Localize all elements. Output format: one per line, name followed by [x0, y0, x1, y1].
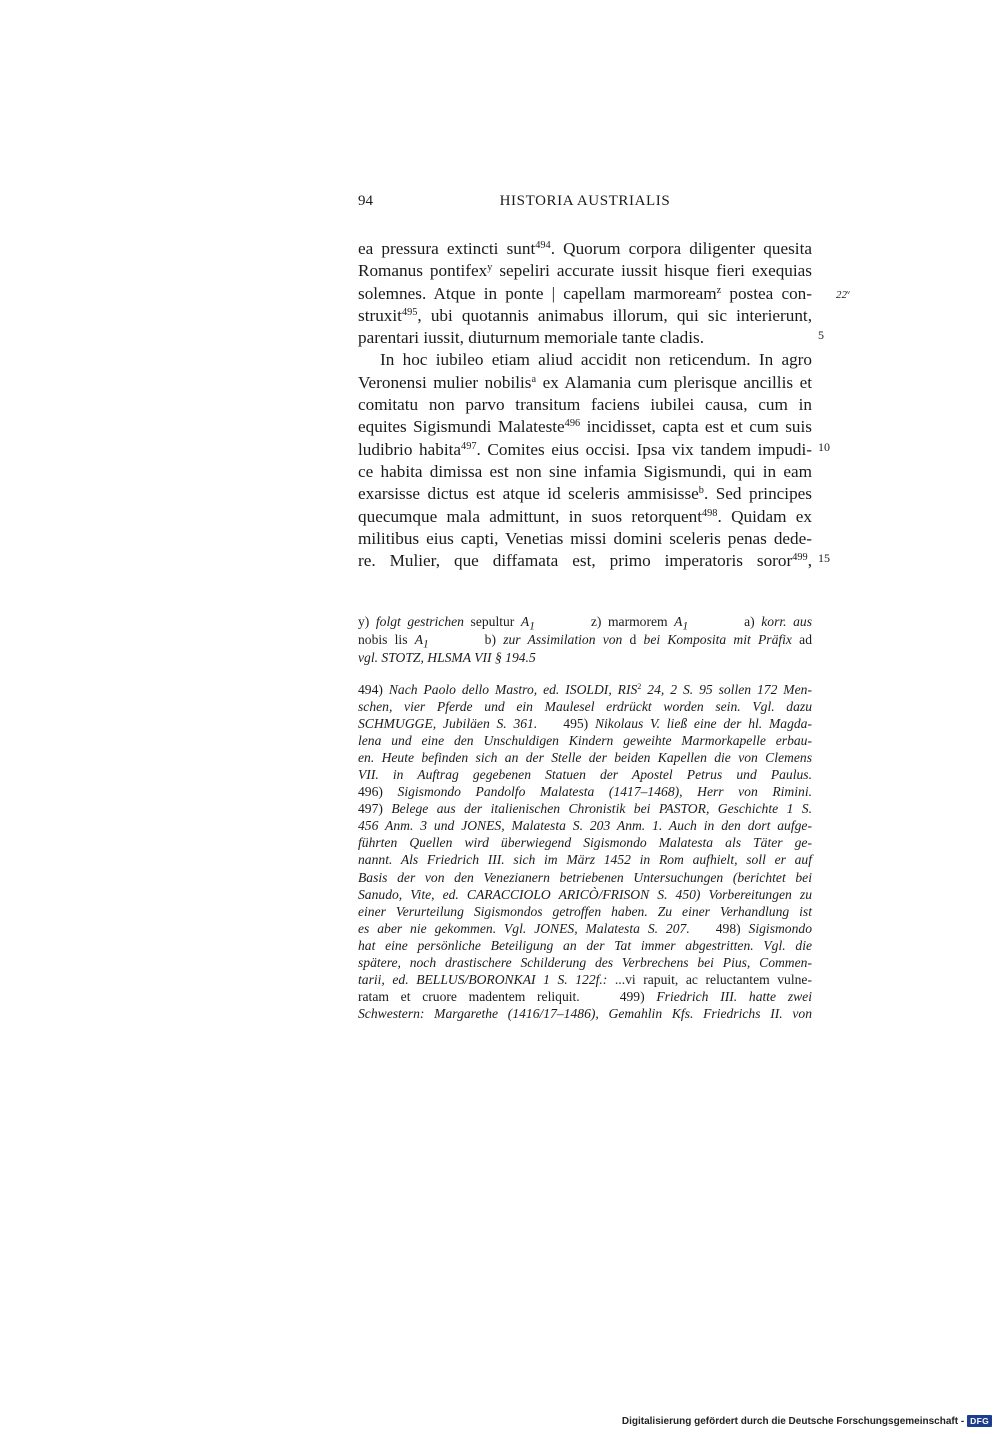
running-title: HISTORIA AUSTRIALIS [499, 193, 671, 209]
footnote-line: führten Quellen wird überwiegend Sigismondo Malatesta als Täter ge- [358, 835, 812, 851]
text-line: Romanus pontifex$^y$ sepeliri accurate iussit hisque fieri exequias [358, 261, 812, 281]
text-line: comitatu non parvo transitum faciens iubilei causa, cum in [358, 395, 812, 415]
footnote-line: 497) Belege aus der italienischen Chronistik bei PASTOR, Geschichte 1 S. [358, 801, 812, 817]
footnote-line: tarii, ed. BELLUS/BORONKAI 1 S. 122f.: ...vi rapuit, ac reluctantem vulne- [358, 971, 812, 987]
footnote-line: 496) Sigismondo Pandolfo Malatesta (1417–1468), Herr von Rimini. [358, 784, 812, 800]
footnote-line: 456 Anm. 3 und JONES, Malatesta S. 203 Anm. 1. Auch in den dort aufge- [358, 818, 812, 834]
critical-apparatus [358, 613, 812, 667]
footnote-line: ratam et cruore madentem reliquit. 499) Friedrich III. hatte zwei [358, 988, 812, 1004]
digitization-credit [622, 1415, 992, 1427]
footnote-line: einer Verurteilung Sigismondos getroffen haben. Zu einer Verhandlung ist [358, 903, 812, 919]
credit-text: Digitalisierung gefördert durch die Deutsche Forschungsgemeinschaft - [621, 1415, 965, 1427]
footnote-line: lena und eine den Unschuldigen Kindern geweihte Marmorkapelle erbau- [358, 733, 812, 749]
footnote-line: schen, vier Pferde und ein Maulesel erdrückt worden sein. Vgl. dazu [358, 699, 812, 715]
footnote-line: es aber nie gekommen. Vgl. JONES, Malatesta S. 207. 498) Sigismondo [358, 920, 812, 936]
footnote-line: Basis der von den Venezianern betriebenen Untersuchungen (berichtet bei [358, 869, 812, 885]
footnote-line: nannt. Als Friedrich III. sich im März 1452 in Rom aufhielt, soll er auf [358, 852, 812, 868]
footnotes [358, 681, 812, 1022]
text-line: In hoc iubileo etiam aliud accidit non reticendum. In agro [380, 350, 812, 370]
footnote-line: 494) Nach Paolo dello Mastro, ed. ISOLDI, RIS$^2$ 24, 2 S. 95 sollen 172 Men- [358, 682, 812, 697]
text-line: ea pressura extincti sunt$^{494}$. Quorum corpora diligenter quesita [358, 239, 812, 258]
text-line: struxit$^{495}$, ubi quotannis animabus illorum, qui sic interierunt, [358, 305, 812, 325]
footnote-line: hat eine persönliche Beteiligung an der Tat immer abgestritten. Vgl. die [358, 937, 812, 953]
line-number-5: 5 [818, 328, 824, 342]
text-line: equites Sigismundi Malateste$^{496}$ incidisset, capta est et cum suis [358, 417, 812, 437]
footnote-line: Schwestern: Margarethe (1416/17–1486), Gemahlin Kfs. Friedrichs II. von [358, 1005, 812, 1021]
text-line: parentari iussit, diuturnum memoriale tante cladis. [358, 328, 705, 348]
footnote-line: en. Heute befinden sich an der Stelle der beiden Kapellen die von Clemens [358, 750, 812, 766]
apparatus-line: nobis lis $A_1$ b) zur Assimilation von d bei Komposita mit Präfix ad [358, 632, 812, 651]
footnote-line: SCHMUGGE, Jubiläen S. 361. 495) Nikolaus V. ließ eine der hl. Magda- [358, 716, 812, 732]
text-line: quecumque mala admittunt, in suos retorquent$^{498}$. Quidam ex [358, 506, 812, 526]
line-number-10: 10 [818, 440, 830, 454]
main-text [358, 238, 812, 572]
dfg-logo: DFG [967, 1415, 992, 1427]
text-line: re. Mulier, que diffamata est, primo imperatoris soror$^{499}$, [358, 551, 812, 571]
footnote-line: VII. in Auftrag gegebenen Statuen der Apostel Petrus und Paulus. [358, 767, 812, 783]
footnote-line: Sanudo, Vite, ed. CARACCIOLO ARICÒ/FRISON S. 450) Vorbereitungen zu [358, 886, 812, 902]
text-line: exarsisse dictus est atque id sceleris ammisisse$^b$. Sed principes [358, 484, 812, 504]
text-line: Veronensi mulier nobilis$^a$ ex Alamania cum plerisque ancillis et [358, 372, 812, 392]
line-number-15: 15 [818, 551, 830, 565]
text-line: ludibrio habita$^{497}$. Comites eius occisi. Ipsa vix tandem impudi- [358, 439, 812, 459]
apparatus-line: y) folgt gestrichen sepultur $A_1$ z) marmorem $A_1$ a) korr. aus [358, 614, 812, 633]
footnote-line: spätere, noch drastischere Schilderung des Verbrechens bei Pius, Commen- [358, 954, 812, 970]
text-line: militibus eius capti, Venetias missi domini sceleris penas dede- [358, 528, 812, 548]
folio-marker: 22$^v$ [836, 289, 850, 301]
apparatus-line: vgl. STOTZ, HLSMA VII § 194.5 [358, 650, 536, 665]
text-line: solemnes. Atque in ponte | capellam marmoream$^z$ postea con- [358, 283, 813, 303]
text-line: ce habita dimissa est non sine infamia Sigismundi, qui in eam [358, 461, 812, 481]
page-number: 94 [358, 193, 373, 209]
